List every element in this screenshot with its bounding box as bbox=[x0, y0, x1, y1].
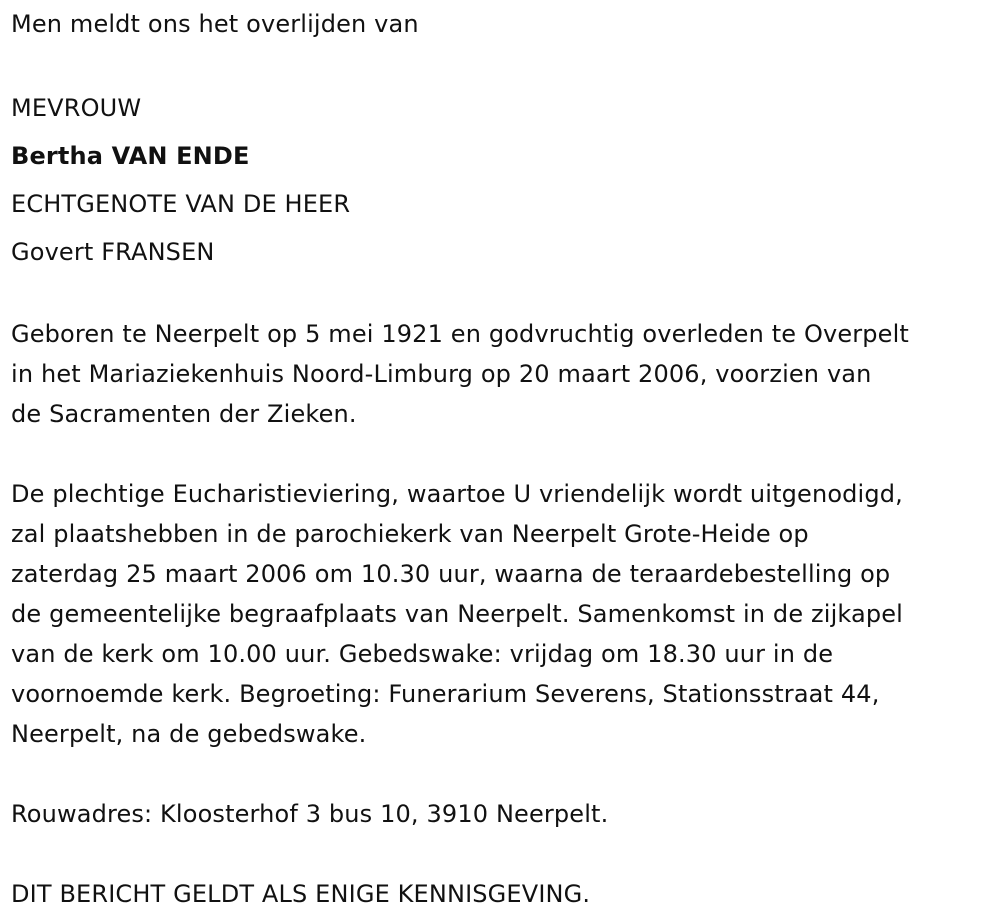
paragraph-line: zaterdag 25 maart 2006 om 10.30 uur, waarna de teraardebestelling op bbox=[11, 560, 891, 588]
paragraph-line: zal plaatshebben in de parochiekerk van Neerpelt Grote-Heide op bbox=[11, 520, 809, 548]
paragraph-line: Geboren te Neerpelt op 5 mei 1921 en godvruchtig overleden te Overpelt bbox=[11, 320, 909, 348]
birth-death-paragraph bbox=[11, 314, 996, 434]
paragraph-line: voornoemde kerk. Begroeting: Funerarium Severens, Stationsstraat 44, bbox=[11, 680, 880, 708]
deceased-name: Bertha VAN ENDE bbox=[11, 142, 250, 170]
deceased-header bbox=[11, 84, 996, 276]
paragraph-line: Neerpelt, na de gebedswake. bbox=[11, 720, 367, 748]
honorific: MEVROUW bbox=[11, 94, 142, 122]
paragraph-line: in het Mariaziekenhuis Noord-Limburg op 20 maart 2006, voorzien van bbox=[11, 360, 872, 388]
paragraph-line: de gemeentelijke begraafplaats van Neerpelt. Samenkomst in de zijkapel bbox=[11, 600, 903, 628]
closing-line: DIT BERICHT GELDT ALS ENIGE KENNISGEVING. bbox=[11, 880, 591, 908]
death-notice bbox=[11, 4, 996, 914]
ceremony-paragraph bbox=[11, 474, 996, 754]
relation-line: ECHTGENOTE VAN DE HEER bbox=[11, 190, 351, 218]
paragraph-line: van de kerk om 10.00 uur. Gebedswake: vrijdag om 18.30 uur in de bbox=[11, 640, 834, 668]
closing-notice bbox=[11, 874, 996, 914]
mourning-address bbox=[11, 794, 996, 834]
address-line: Rouwadres: Kloosterhof 3 bus 10, 3910 Neerpelt. bbox=[11, 800, 609, 828]
spouse-name: Govert FRANSEN bbox=[11, 238, 215, 266]
intro-line: Men meldt ons het overlijden van bbox=[11, 10, 419, 38]
paragraph-line: De plechtige Eucharistieviering, waartoe U vriendelijk wordt uitgenodigd, bbox=[11, 480, 903, 508]
paragraph-line: de Sacramenten der Zieken. bbox=[11, 400, 357, 428]
